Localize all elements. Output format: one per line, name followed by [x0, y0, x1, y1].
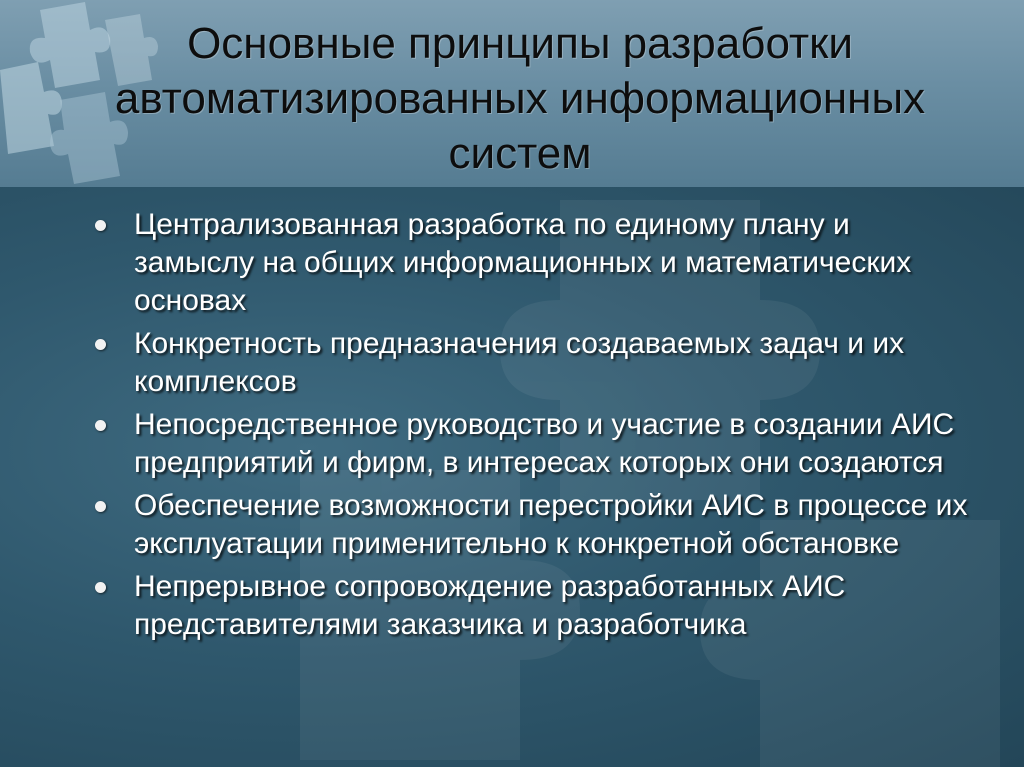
bullet-dot-icon	[95, 420, 106, 431]
bullet-dot-icon	[95, 220, 106, 231]
bullet-text: Обеспечение возможности перестройки АИС в процессе их эксплуатации применительно к конкретной обстановке	[134, 489, 968, 560]
bullet-dot-icon	[95, 501, 106, 512]
bullet-list	[92, 206, 972, 649]
list-item	[92, 487, 972, 563]
bullet-dot-icon	[95, 582, 106, 593]
bullet-text: Непосредственное руководство и участие в создании АИС предприятий и фирм, в интересах которых они создаются	[134, 408, 955, 479]
slide-title: Основные принципы разработки автоматизированных информационных систем	[114, 19, 926, 178]
bullet-text: Конкретность предназначения создаваемых задач и их комплексов	[134, 327, 905, 398]
list-item	[92, 206, 972, 320]
list-item	[92, 568, 972, 644]
bullet-dot-icon	[95, 339, 106, 350]
bullet-text: Централизованная разработка по единому плану и замыслу на общих информационных и математических основах	[134, 208, 912, 317]
list-item	[92, 406, 972, 482]
list-item	[92, 325, 972, 401]
bullet-text: Непрерывное сопровождение разработанных АИС представителями заказчика и разработчика	[134, 570, 846, 641]
